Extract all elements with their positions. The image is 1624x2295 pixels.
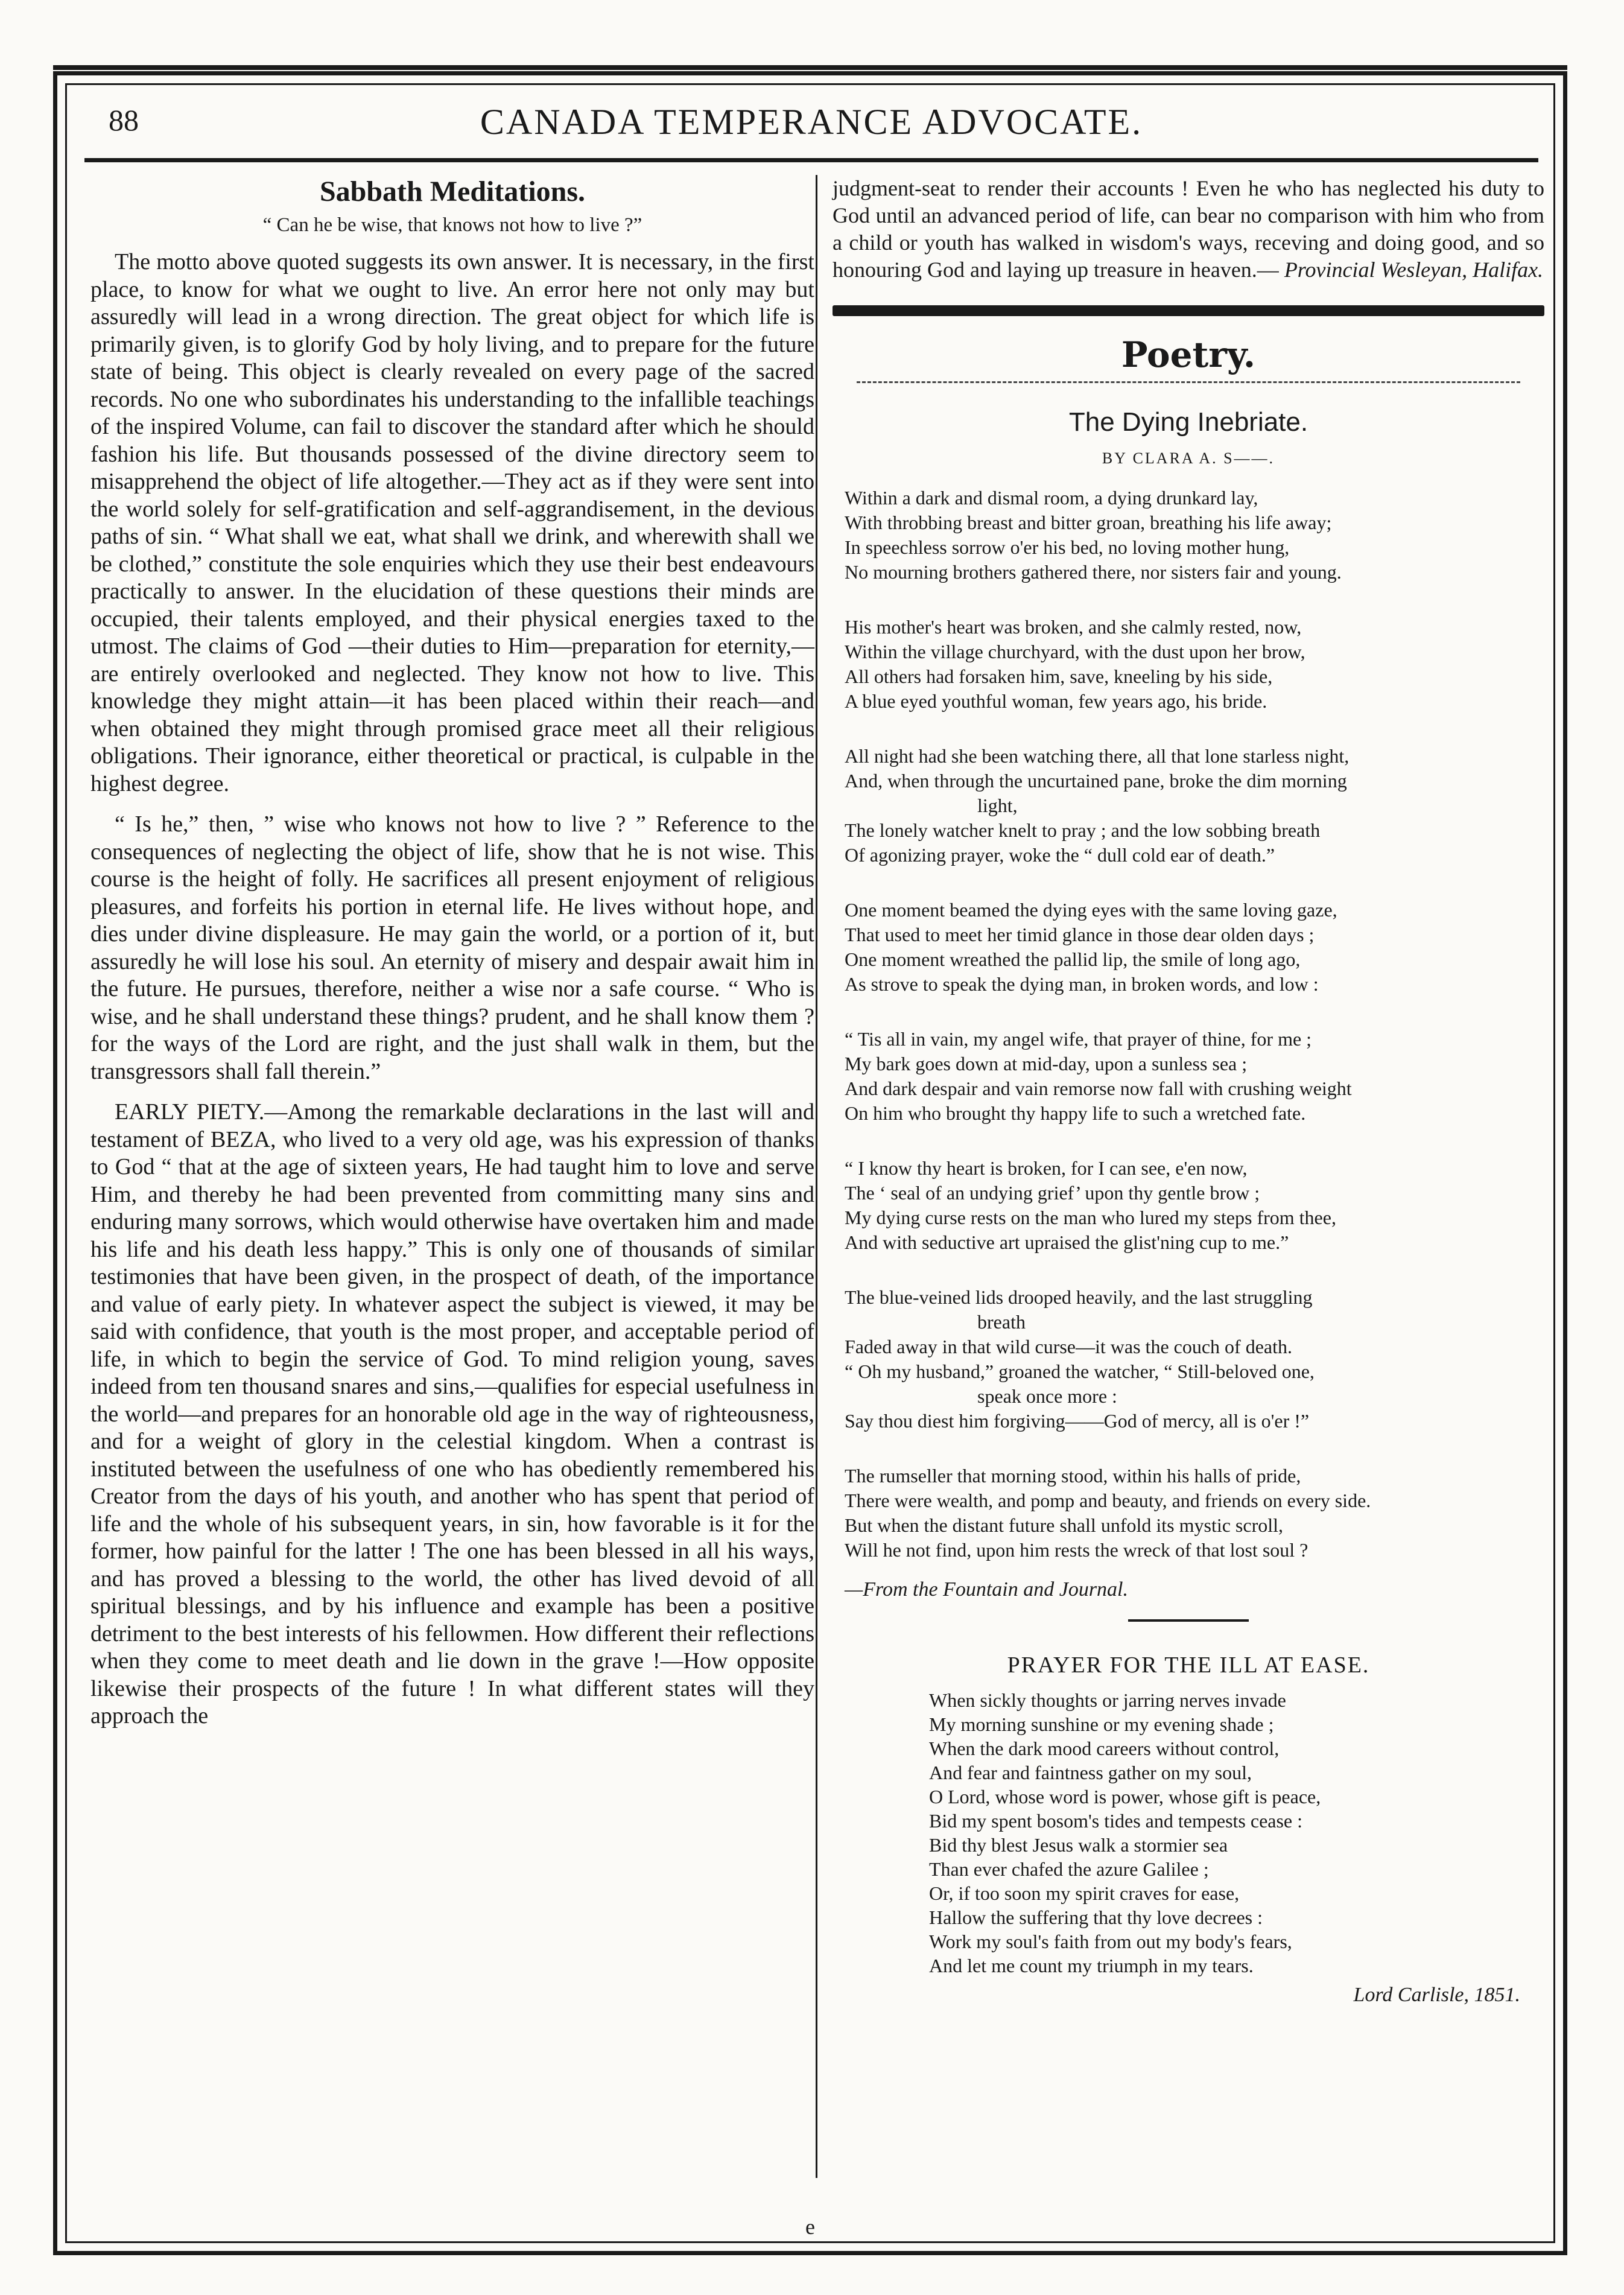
poem-line: With throbbing breast and bitter groan, breathing his life away;: [845, 512, 1332, 533]
stanza-8: [833, 1464, 1544, 1563]
poem2-line: When the dark mood careers without control,: [929, 1738, 1280, 1759]
poem2-line: Or, if too soon my spirit craves for ease,: [929, 1882, 1240, 1904]
poetry-dash-rule: [857, 381, 1520, 383]
poem2-title: PRAYER FOR THE ILL AT EASE.: [1007, 1652, 1370, 1678]
article-motto: “ Can he be wise, that knows not how to live ?”: [262, 214, 642, 236]
left-column: [90, 175, 814, 1744]
poem-line: One moment wreathed the pallid lip, the smile of long ago,: [845, 948, 1301, 970]
right-column: [833, 175, 1544, 2007]
poem-line: And dark despair and vain remorse now fall with crushing weight: [845, 1078, 1352, 1099]
article-title: Sabbath Meditations.: [319, 176, 586, 208]
poem-line: No mourning brothers gathered there, nor sisters fair and young.: [845, 561, 1342, 583]
poem-line: And, when through the uncurtained pane, broke the dim morning: [845, 770, 1347, 792]
continuation-text: judgment-seat to render their accounts ! Even he who has neglected his duty to God until an advanced period of life, can bear no comparison with him who from a child or youth has walked in wisdom's ways, receving and doing good, and so honouring God and laying up treasure in heaven.—: [833, 176, 1544, 282]
poem-source: —From the Fountain and Journal.: [845, 1578, 1128, 1601]
poem-line: Will he not find, upon him rests the wreck of that lost soul ?: [845, 1539, 1308, 1561]
stanza-6: [833, 1156, 1544, 1255]
poem-line: His mother's heart was broken, and she calmly rested, now,: [845, 616, 1302, 638]
poem-title: The Dying Inebriate.: [1068, 407, 1308, 437]
poem-line: My dying curse rests on the man who lured my steps from thee,: [845, 1207, 1336, 1228]
poem-line: Within the village churchyard, with the dust upon her brow,: [845, 641, 1305, 662]
poem-line: All others had forsaken him, save, kneeling by his side,: [845, 665, 1273, 687]
continuation-source: Provincial Wesleyan, Halifax.: [1284, 258, 1544, 282]
column-divider: [816, 175, 817, 2178]
poem-line: Say thou diest him forgiving——God of mercy, all is o'er !”: [845, 1410, 1310, 1432]
poem-line: On him who brought thy happy life to such a wretched fate.: [845, 1102, 1306, 1124]
masthead-rule: [84, 158, 1538, 162]
poetry-heading: Poetry.: [1121, 334, 1256, 375]
poem2-line: Bid my spent bosom's tides and tempests cease :: [929, 1810, 1303, 1832]
poem-byline: BY CLARA A. S——.: [1102, 449, 1275, 467]
poem2-line: Bid thy blest Jesus walk a stormier sea: [929, 1834, 1228, 1856]
poem2-body: [833, 1688, 1544, 1978]
catchword: e: [805, 2215, 815, 2239]
poem-line: My bark goes down at mid-day, upon a sunless sea ;: [845, 1053, 1248, 1074]
stanza-3: [833, 744, 1544, 868]
poem-line: The lonely watcher knelt to pray ; and the low sobbing breath: [845, 819, 1321, 841]
poem-line: Of agonizing prayer, woke the “ dull cold ear of death.”: [845, 844, 1275, 866]
poem-line: That used to meet her timid glance in those dear olden days ;: [845, 924, 1315, 945]
stanza-2: [833, 615, 1544, 714]
poem-line: One moment beamed the dying eyes with the same loving gaze,: [845, 899, 1337, 921]
poem-line: The rumseller that morning stood, within his halls of pride,: [845, 1465, 1301, 1487]
page-number: 88: [109, 103, 139, 137]
poem-line: Faded away in that wild curse—it was the couch of death.: [845, 1336, 1292, 1357]
masthead: [84, 97, 1538, 163]
poem2-attribution: Lord Carlisle, 1851.: [1353, 1984, 1520, 2006]
poem-line: But when the distant future shall unfold its mystic scroll,: [845, 1514, 1284, 1536]
article-paragraph-2: “ Is he,” then, ” wise who knows not how to live ? ” Reference to the consequences of neglecting the object of life, show that he is not wise. This course is the height of folly. He sacrifices all present enjoyment of religious pleasures, and forfeits his portion in eternal life. He lives without hope, and dies under divine displeasure. He may gain the world, or a portion of it, but assuredly he will lose his soul. An eternity of misery and despair await him in the future. He pursues, therefore, neither a wise nor a safe course. “ Who is wise, and he shall understand these things? prudent, and he shall know them ? for the ways of the Lord are right, and the just shall walk in them, but the transgressors shall fall therein.”: [90, 811, 814, 1084]
poem-line: The blue-veined lids drooped heavily, and the last struggling: [845, 1286, 1313, 1308]
poem2-line: When sickly thoughts or jarring nerves invade: [929, 1689, 1286, 1711]
stanza-5: [833, 1027, 1544, 1126]
article-continuation: [833, 175, 1544, 284]
poem-line: The ‘ seal of an undying grief’ upon thy gentle brow ;: [845, 1182, 1260, 1204]
poem2-line: My morning sunshine or my evening shade ;: [929, 1713, 1274, 1735]
poem-line: “ I know thy heart is broken, for I can see, e'en now,: [845, 1157, 1248, 1179]
poem-line: speak once more :: [977, 1385, 1117, 1407]
poem2-line: And let me count my triumph in my tears.: [929, 1955, 1254, 1976]
poem-line: breath: [977, 1311, 1026, 1333]
poem-line: “ Oh my husband,” groaned the watcher, “ Still-beloved one,: [845, 1360, 1315, 1382]
paper-title: CANADA TEMPERANCE ADVOCATE.: [480, 102, 1143, 142]
poem2-line: Work my soul's faith from out my body's fears,: [929, 1931, 1292, 1952]
poem-line: “ Tis all in vain, my angel wife, that prayer of thine, for me ;: [845, 1028, 1312, 1050]
poem-line: In speechless sorrow o'er his bed, no loving mother hung,: [845, 536, 1290, 558]
poem-line: There were wealth, and pomp and beauty, and friends on every side.: [845, 1490, 1371, 1511]
poem-line: light,: [977, 795, 1018, 816]
poem-line: As strove to speak the dying man, in broken words, and low :: [845, 973, 1319, 995]
article-paragraph-1: The motto above quoted suggests its own answer. It is necessary, in the first place, to know for what we ought to live. An error here not only may but assuredly will lead in a wrong direction. The great object for which life is primarily given, is to glorify God by holy living, and to prepare for the future state of being. This object is clearly revealed on every page of the sacred records. No one who subordinates his understanding to the infallible teachings of the inspired Volume, can fail to discover the standard after which he should fashion his life. But thousands possessed of the divine directory seem to misapprehend the object of life altogether.—They act as if they were sent into the world solely for self-gratification and self-aggrandisement, in the devious paths of sin. “ What shall we eat, what shall we drink, and wherewith shall we be clothed,” constitute the sole enquiries which they use their best endeavours practically to answer. In the elucidation of these questions their minds are occupied, their talents employed, and their physical energies taxed to the utmost. The claims of God —their duties to Him—preparation for eternity,—are entirely overlooked and neglected. They know not how to live. This knowledge they might attain—it has been placed within their reach—and when obtained they might through promised grace meet all their religious obligations. Their ignorance, either theoretical or practical, is culpable in the highest degree.: [90, 249, 814, 796]
poem-line: All night had she been watching there, all that lone starless night,: [845, 745, 1350, 767]
poem2-line: And fear and faintness gather on my soul,: [929, 1762, 1252, 1783]
stanza-4: [833, 898, 1544, 997]
poem2-line: Than ever chafed the azure Galilee ;: [929, 1858, 1209, 1880]
poem-line: A blue eyed youthful woman, few years ago, his bride.: [845, 690, 1267, 712]
stanza-1: [833, 486, 1544, 585]
poem2-line: Hallow the suffering that thy love decrees :: [929, 1906, 1263, 1928]
poem2-line: O Lord, whose word is power, whose gift is peace,: [929, 1786, 1321, 1808]
poem-line: Within a dark and dismal room, a dying drunkard lay,: [845, 487, 1258, 509]
article-paragraph-3: EARLY PIETY.—Among the remarkable declarations in the last will and testament of BEZA, who lived to a very old age, was his expression of thanks to God “ that at the age of sixteen years, He had taught him to love and serve Him, and thereby he had been prevented from committing many sins and enduring many sorrows, which would otherwise have overtaken him and made his life and his death less happy.” This is only one of thousands of similar testimonies that have been given, in the prospect of death, of the importance and value of early piety. In whatever aspect the subject is viewed, it may be said with confidence, that youth is the most proper, and acceptable period of life, in which to begin the service of God. To mind religion young, saves indeed from ten thousand snares and sins,—qualifies for especial usefulness in the world—and prepares for an honorable old age in the way of righteousness, and for a weight of glory in the celestial kingdom. When a contrast is instituted between the usefulness of one who has obediently remembered his Creator from the days of his youth, and another who has spent that period of life and the whole of his subsequent years, in sin, how favorable is it for the former, how painful for the latter ! The one has been blessed in all his ways, and has proved a blessing to the world, the other has lived devoid of all spiritual blessings, and by his influence and example has been a positive detriment to the best interests of his fellowmen. How different their reflections when they come to meet death and lie down in the grave !—How opposite likewise their prospects of the future ! In what different states will they approach the: [90, 1099, 814, 1728]
section-rule: [833, 305, 1544, 316]
top-rule: [53, 65, 1567, 70]
stanza-7: [833, 1285, 1544, 1433]
poem-separator: [1128, 1619, 1249, 1622]
poem-line: And with seductive art upraised the glist'ning cup to me.”: [845, 1231, 1289, 1253]
